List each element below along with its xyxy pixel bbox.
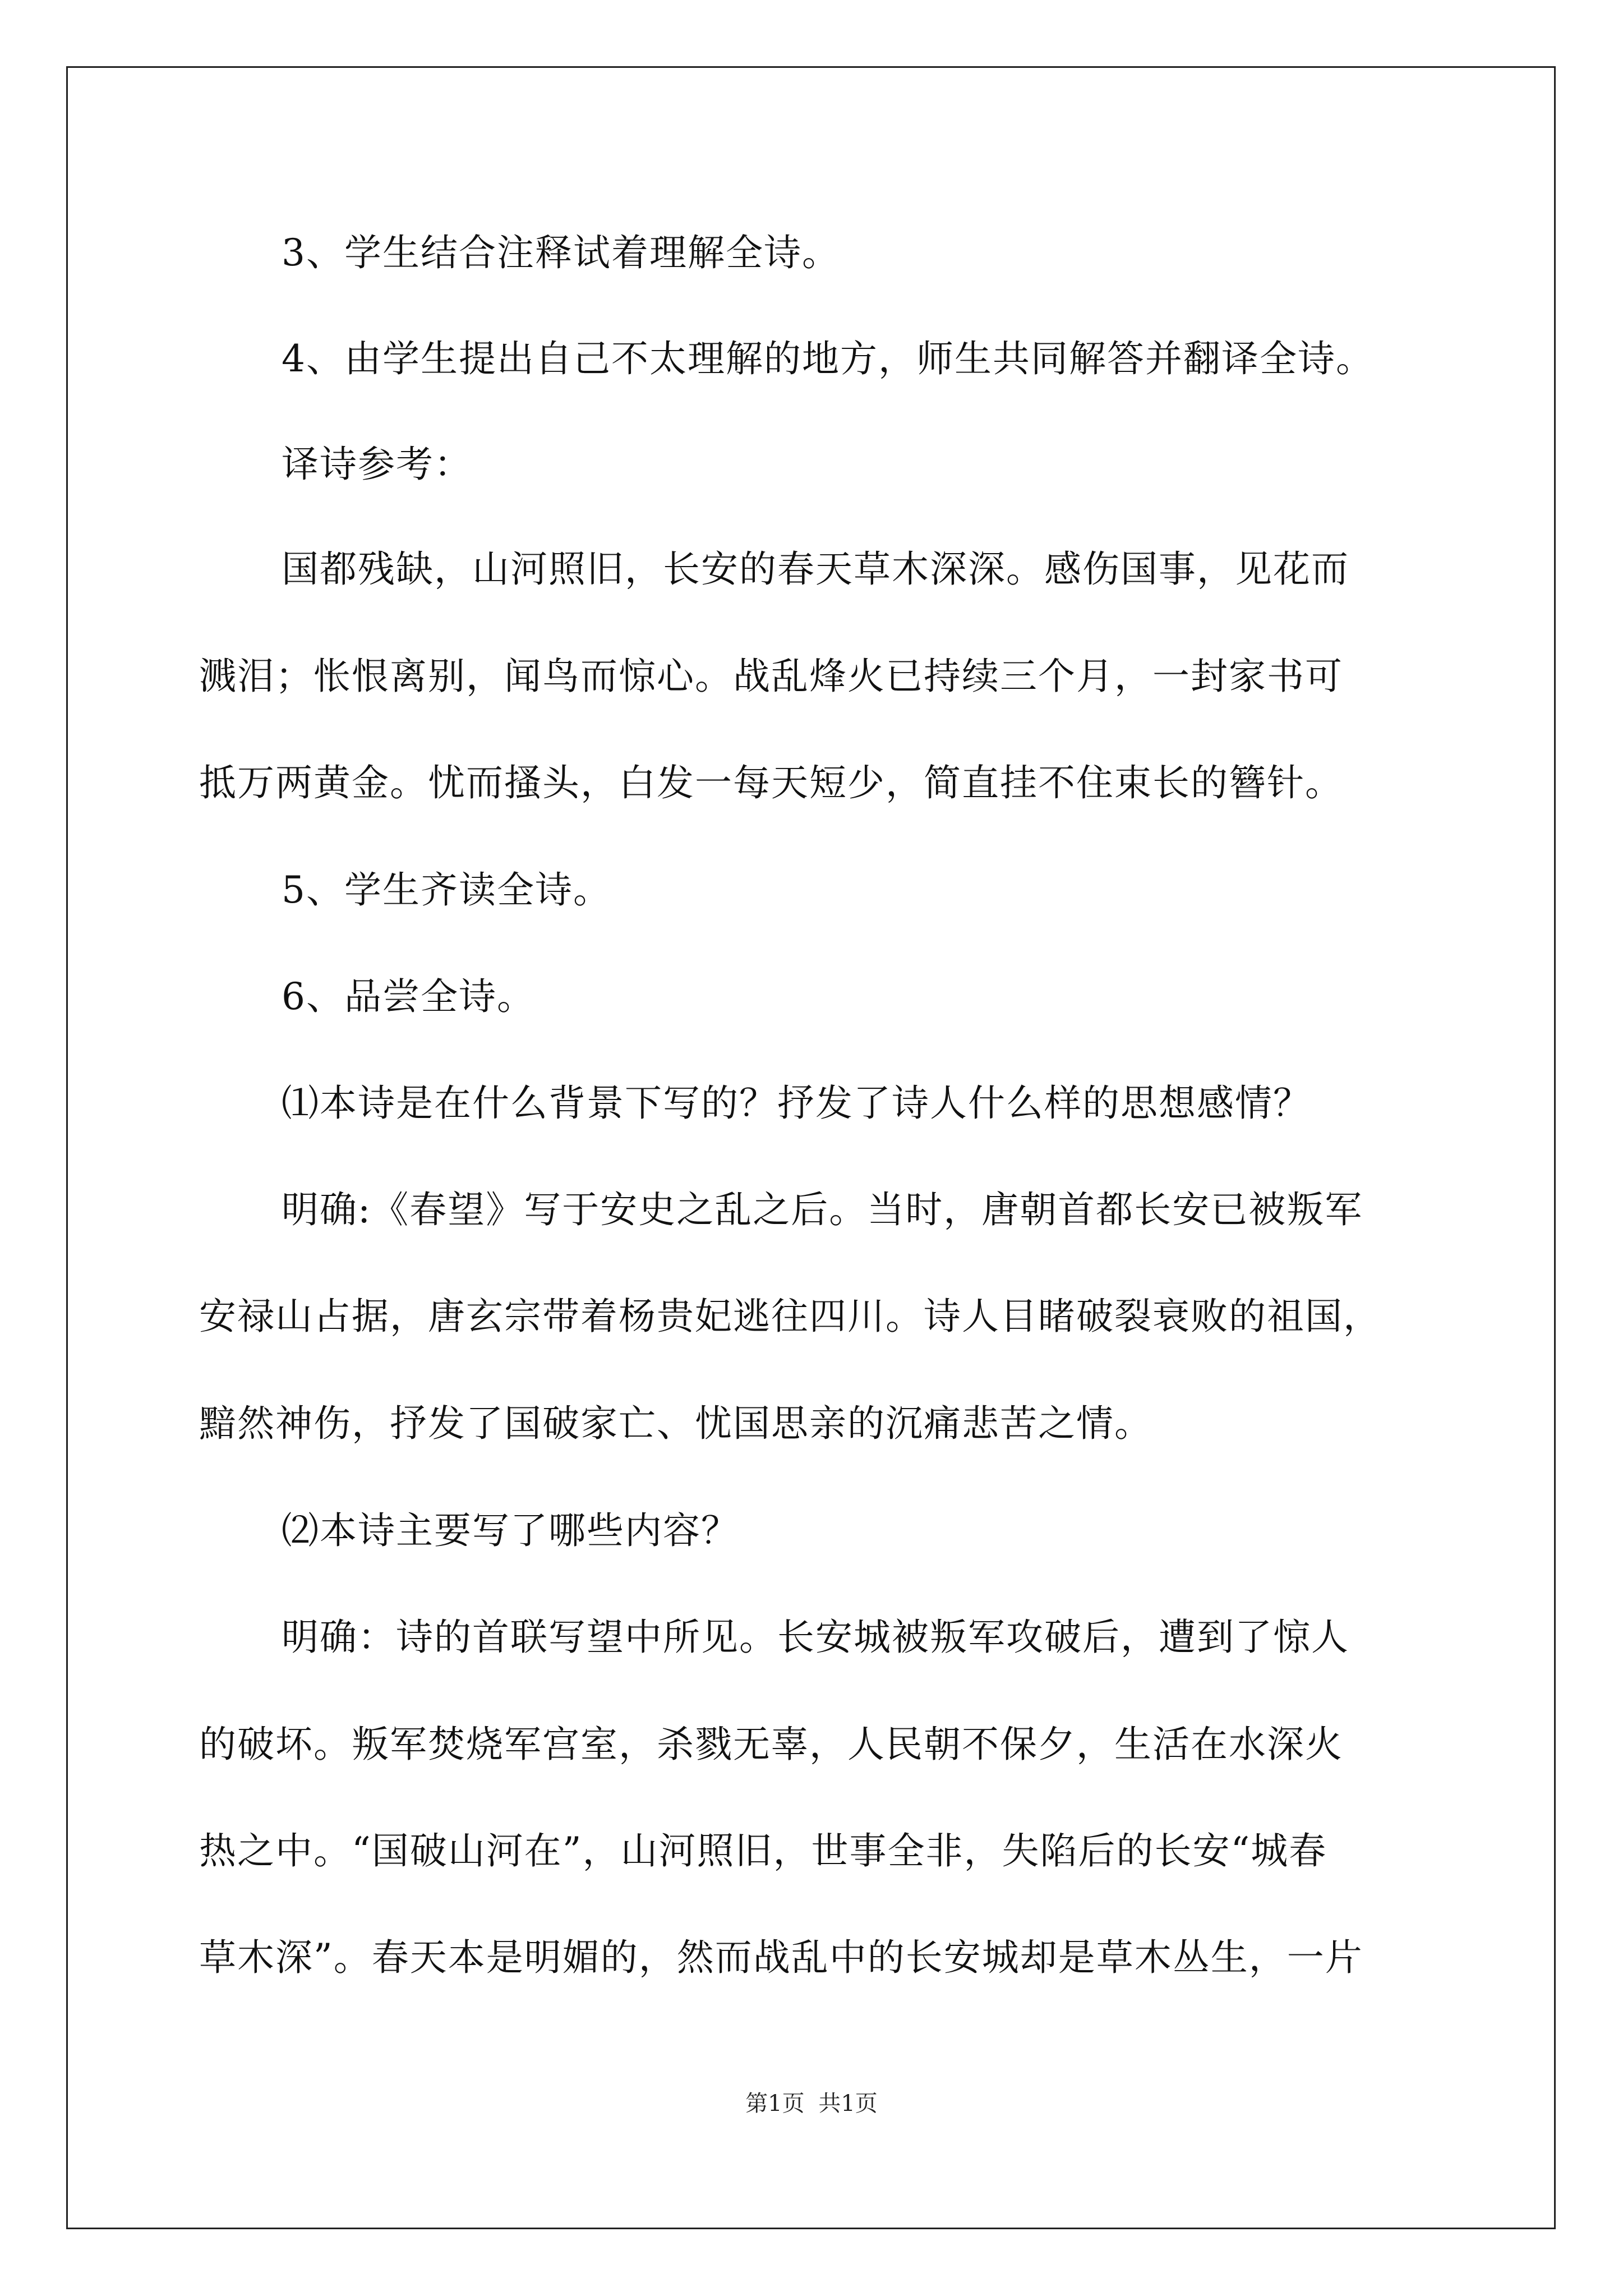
paragraph-line: ⑴本诗是在什么背景下写的？抒发了诗人什么样的思想感情？ [282, 1082, 1311, 1125]
paragraph-line: 热之中。“国破山河在”，山河照旧，世事全非，失陷后的长安“城春 [199, 1829, 1327, 1872]
paragraph-line: 译诗参考： [282, 443, 472, 486]
page-number-total: 共1页 [818, 2091, 878, 2116]
page-frame [66, 66, 1556, 2229]
paragraph-line: ⑵本诗主要写了哪些内容？ [282, 1509, 739, 1552]
paragraph-line: 6、品尝全诗。 [282, 975, 535, 1018]
paragraph-line: 国都残缺，山河照旧，长安的春天草木深深。感伤国事，见花而 [282, 547, 1349, 591]
paragraph-line: 黯然神伤，抒发了国破家亡、忧国思亲的沉痛悲苦之情。 [199, 1402, 1152, 1445]
paragraph-line: 的破坏。叛军焚烧军宫室，杀戮无辜，人民朝不保夕，生活在水深火 [199, 1723, 1343, 1766]
paragraph-line: 明确：诗的首联写望中所见。长安城被叛军攻破后，遭到了惊人 [282, 1616, 1349, 1659]
page-footer [0, 2092, 1623, 2115]
page-number-current: 第1页 [745, 2091, 805, 2116]
paragraph-line: 抵万两黄金。忧而搔头，白发一每天短少，简直挂不住束长的簪针。 [199, 761, 1343, 804]
paragraph-line: 溅泪；怅恨离别，闻鸟而惊心。战乱烽火已持续三个月，一封家书可 [199, 655, 1343, 698]
paragraph-line: 安禄山占据，唐玄宗带着杨贵妃逃往四川。诗人目睹破裂衰败的祖国， [199, 1295, 1381, 1338]
paragraph-line: 5、学生齐读全诗。 [282, 868, 611, 912]
paragraph-line: 3、学生结合注释试着理解全诗。 [282, 231, 840, 274]
paragraph-line: 明确:《春望》写于安史之乱之后。当时，唐朝首都长安已被叛军 [282, 1188, 1363, 1231]
paragraph-line: 4、由学生提出自己不太理解的地方，师生共同解答并翻译全诗。 [282, 337, 1374, 380]
paragraph-line: 草木深”。春天本是明媚的，然而战乱中的长安城却是草木丛生，一片 [199, 1936, 1363, 1979]
